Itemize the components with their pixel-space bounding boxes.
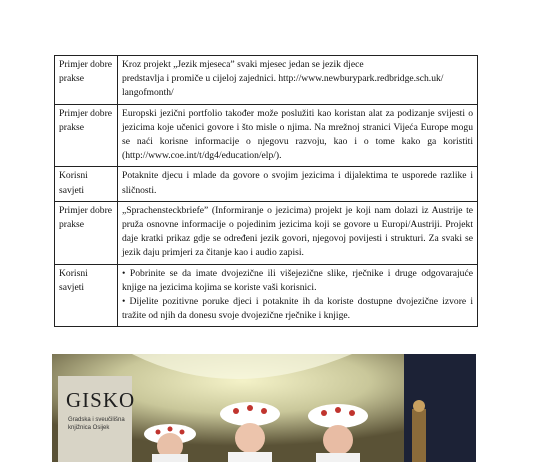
banner-title: GISKO (66, 388, 136, 412)
bullet-item: • Pobrinite se da imate dvojezične ili višejezične slike, rječnike i druge odgovarajuće knjige na jezicima kojima se koriste vaši korisnici. (122, 267, 473, 293)
row-content (118, 56, 478, 105)
table-row (55, 56, 478, 105)
practice-table (54, 55, 478, 327)
row-content (118, 264, 478, 327)
banner-subtitle: Gradska i sveučilišna knjižnica Osijek (68, 417, 125, 431)
content-link[interactable]: langofmonth/ (122, 87, 174, 99)
table-row (55, 264, 478, 327)
table-row (55, 167, 478, 201)
row-label: Primjer dobre prakse (55, 56, 118, 105)
table-row (55, 201, 478, 264)
row-label: Primjer dobre prakse (55, 201, 118, 264)
row-label: Korisni savjeti (55, 264, 118, 327)
bullet-item: • Dijelite pozitivne poruke djeci i potaknite ih da koriste dostupne dvojezične izvore i tražite od njih da donesu svoje dvojezične rječnike i knjige. (122, 296, 473, 322)
row-label: Korisni savjeti (55, 167, 118, 201)
row-label: Primjer dobre prakse (55, 104, 118, 167)
content-line: Kroz projekt „Jezik mjeseca” svaki mjesec jedan se jezik djece (122, 59, 364, 70)
table-row (55, 104, 478, 167)
event-photo (52, 354, 476, 462)
row-content: Potaknite djecu i mlade da govore o svojim jezicima i dijalektima te usporede razlike i sličnosti. (118, 167, 478, 201)
row-content: Europski jezični portfolio također može poslužiti kao koristan alat za podizanje svijesti o jezicima koje učenici govore i što misle o njima. Na mrežnoj stranici Vijeća Europe mogu se naći korisne informacije o njegovu razvoju, kao i o tome kako ga koristiti (http://www.coe.int/t/dg4/education/elp/). (118, 104, 478, 167)
content-link[interactable]: predstavlja i promiče u cijeloj zajednici. http://www.newburypark.redbridge.sch.uk/ (122, 73, 444, 85)
row-content: „Sprachensteckbriefe” (Informiranje o jezicima) projekt je koji nam dolazi iz Austrije te pruža osnovne informacije o pojedinim jezicima koji se govore u Europi/Austriji. Projekt daje kratki prikaz gdje se određeni jezik govori, njegovoj povijesti i strukturi. Za svaki se jezik daju primjeri za čitanje kao i audio zapisi. (118, 201, 478, 264)
